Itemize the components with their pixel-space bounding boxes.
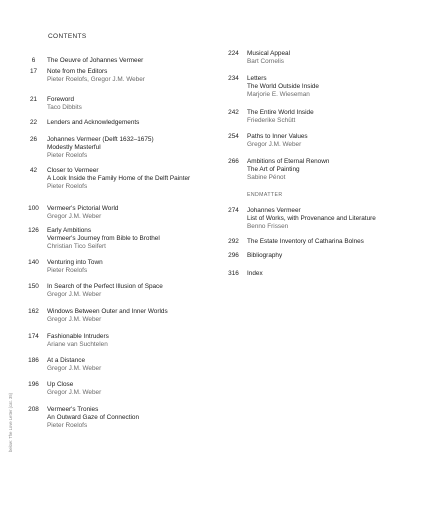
entry-title: Johannes Vermeer (Delft 1632–1675) — [47, 136, 154, 143]
page-number: 100 — [28, 205, 39, 212]
entry-author: Pieter Roelofs — [47, 183, 88, 190]
entry-text — [45, 283, 163, 299]
entry-author: Bart Cornelis — [247, 58, 284, 65]
entry-text — [45, 136, 154, 160]
entry-author: Ariane van Suchtelen — [47, 341, 108, 348]
entry-title: Paths to Inner Values — [247, 133, 308, 140]
entry-author: Gregor J.M. Weber — [47, 365, 102, 372]
page-number: 42 — [29, 167, 38, 174]
entry-author: Gregor J.M. Weber — [47, 389, 102, 396]
page-number: 292 — [228, 238, 239, 245]
page-number: 6 — [31, 57, 36, 64]
toc-entry — [22, 227, 160, 251]
entry-text — [45, 406, 139, 430]
entry-author: Benno Frissen — [247, 223, 289, 230]
toc-entry — [22, 119, 139, 127]
entry-subtitle: A Look Inside the Family Home of the Delft Painter — [47, 175, 191, 182]
entry-text — [45, 167, 190, 191]
page-number: 186 — [28, 357, 39, 364]
entry-text — [245, 252, 282, 260]
entry-text — [45, 68, 145, 84]
entry-author: Gregor J.M. Weber — [247, 141, 302, 148]
entry-author: Christian Tico Seifert — [47, 243, 106, 250]
toc-entry — [222, 207, 376, 231]
entry-title: Up Close — [47, 381, 74, 388]
entry-author: Sabine Pénot — [247, 174, 286, 181]
toc-entry — [22, 167, 190, 191]
entry-text — [45, 205, 118, 221]
entry-text — [245, 75, 319, 99]
entry-author: Marjorie E. Wieseman — [247, 91, 310, 98]
side-caption: below: The Love Letter (cat. 35) — [8, 392, 13, 452]
entry-title: Lenders and Acknowledgements — [47, 119, 140, 126]
entry-title: In Search of the Perfect Illusion of Space — [47, 283, 163, 290]
page-number: 208 — [28, 406, 39, 413]
page-number: 196 — [28, 381, 39, 388]
entry-author: Pieter Roelofs — [47, 152, 88, 159]
entry-author: Friederike Schütt — [247, 117, 296, 124]
page-number: 234 — [228, 75, 239, 82]
entry-author: Pieter Roelofs, Gregor J.M. Weber — [47, 76, 145, 83]
toc-entry — [222, 270, 263, 278]
entry-title: Bibliography — [247, 252, 283, 259]
toc-entry — [222, 238, 364, 246]
entry-author: Gregor J.M. Weber — [47, 316, 102, 323]
toc-entry — [222, 50, 290, 66]
toc-entry — [22, 308, 168, 324]
entry-title: Foreword — [47, 96, 74, 103]
entry-title: Vermeer's Pictorial World — [47, 205, 119, 212]
toc-entry — [22, 205, 118, 221]
entry-author: Pieter Roelofs — [47, 267, 88, 274]
entry-text — [245, 207, 376, 231]
toc-entry — [22, 381, 101, 397]
entry-title: Fashionable Intruders — [47, 333, 109, 340]
toc-entry — [222, 133, 308, 149]
page-number: 162 — [28, 308, 39, 315]
page-number: 126 — [28, 227, 39, 234]
entry-title: Index — [247, 270, 263, 277]
entry-text — [45, 227, 160, 251]
page-number: 254 — [228, 133, 239, 140]
page-number: 224 — [228, 50, 239, 57]
entry-text — [45, 96, 82, 112]
entry-subtitle: The Art of Painting — [247, 166, 300, 173]
entry-title: Vermeer's Tronies — [47, 406, 99, 413]
entry-subtitle: An Outward Gaze of Connection — [47, 414, 140, 421]
entry-title: The Oeuvre of Johannes Vermeer — [47, 57, 144, 64]
page-number: 296 — [228, 252, 239, 259]
entry-author: Gregor J.M. Weber — [47, 213, 102, 220]
entry-text — [245, 270, 263, 278]
toc-entry — [22, 283, 163, 299]
page-number: 22 — [29, 119, 38, 126]
toc-entry — [22, 57, 143, 65]
entry-text — [45, 333, 109, 349]
page-number: 266 — [228, 158, 239, 165]
entry-title: Closer to Vermeer — [47, 167, 99, 174]
entry-text — [245, 133, 308, 149]
entry-text — [45, 119, 139, 127]
entry-title: At a Distance — [47, 357, 86, 364]
toc-entry — [222, 75, 319, 99]
entry-subtitle: Vermeer's Journey from Bible to Brothel — [47, 235, 160, 242]
entry-text — [45, 57, 143, 65]
page-number: 21 — [29, 96, 38, 103]
entry-title: The Entire World Inside — [247, 109, 314, 116]
toc-entry — [22, 406, 139, 430]
page-number: 174 — [28, 333, 39, 340]
page-heading: CONTENTS — [48, 33, 87, 40]
entry-text — [245, 109, 314, 125]
toc-entry — [22, 68, 145, 84]
entry-title: Letters — [247, 75, 267, 82]
page-number: 26 — [29, 136, 38, 143]
entry-title: The Estate Inventory of Catharina Bolnes — [247, 238, 364, 245]
entry-title: Musical Appeal — [247, 50, 290, 57]
toc-entry — [22, 259, 103, 275]
entry-title: Early Ambitions — [47, 227, 92, 234]
entry-title: Note from the Editors — [47, 68, 108, 75]
entry-author: Gregor J.M. Weber — [47, 291, 102, 298]
entry-title: Windows Between Outer and Inner Worlds — [47, 308, 168, 315]
entry-text — [245, 238, 364, 246]
toc-entry — [22, 136, 154, 160]
page-number: 150 — [28, 283, 39, 290]
page-number: 140 — [28, 259, 39, 266]
toc-entry — [22, 96, 82, 112]
toc-entry — [22, 357, 101, 373]
entry-text — [45, 259, 103, 275]
page-number: 316 — [228, 270, 239, 277]
entry-title: Venturing into Town — [47, 259, 103, 266]
toc-entry — [222, 109, 314, 125]
page-number: 274 — [228, 207, 239, 214]
entry-author: Pieter Roelofs — [47, 422, 88, 429]
page-number: 17 — [29, 68, 38, 75]
entry-text — [45, 357, 101, 373]
entry-subtitle: List of Works, with Provenance and Literature — [247, 215, 376, 222]
entry-title: Johannes Vermeer — [247, 207, 301, 214]
entry-text — [45, 381, 101, 397]
entry-subtitle: The World Outside Inside — [247, 83, 319, 90]
endmatter-label: ENDMATTER — [247, 192, 283, 198]
page-number: 242 — [228, 109, 239, 116]
entry-subtitle: Modestly Masterful — [47, 144, 101, 151]
toc-entry — [222, 158, 329, 182]
entry-author: Taco Dibbits — [47, 104, 82, 111]
entry-title: Ambitions of Eternal Renown — [247, 158, 330, 165]
entry-text — [245, 50, 290, 66]
entry-text — [45, 308, 168, 324]
entry-text — [245, 158, 329, 182]
toc-entry — [22, 333, 109, 349]
toc-entry — [222, 252, 282, 260]
